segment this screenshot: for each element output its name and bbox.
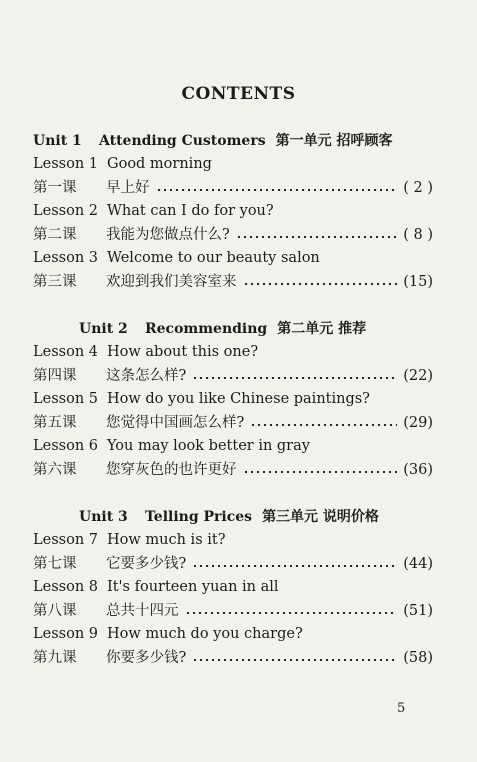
dot-leader <box>243 283 398 285</box>
lesson-label-zh: 第七课 <box>33 556 77 572</box>
dot-leader <box>156 189 398 191</box>
lesson-title-en: Welcome to our beauty salon <box>107 250 320 266</box>
unit-heading <box>33 130 433 152</box>
lesson-label-zh: 第五课 <box>33 415 77 431</box>
lesson-en <box>33 623 433 645</box>
lesson-en <box>33 435 433 457</box>
dot-leader <box>192 659 397 661</box>
page-ref: (44) <box>403 556 433 572</box>
unit-title-zh: 第二单元 推荐 <box>277 321 367 337</box>
lesson-title-zh: 总共十四元 <box>106 603 179 619</box>
dot-leader <box>236 236 397 238</box>
page-ref: (15) <box>403 274 433 290</box>
page-ref: ( 2 ) <box>403 180 433 196</box>
lesson-label-zh: 第六课 <box>33 462 77 478</box>
page-ref: ( 8 ) <box>403 227 433 243</box>
lesson-label: Lesson 6 <box>33 438 98 454</box>
lesson-label: Lesson 7 <box>33 532 98 548</box>
lesson-label-zh: 第二课 <box>33 227 77 243</box>
page-ref: (29) <box>403 415 433 431</box>
lesson-title-zh: 你要多少钱? <box>106 650 187 666</box>
lesson-en <box>33 153 433 175</box>
lesson-zh <box>33 224 433 246</box>
lesson-zh <box>33 177 433 199</box>
unit-title-zh: 第三单元 说明价格 <box>262 509 379 525</box>
lesson-en <box>33 388 433 410</box>
lesson-label: Lesson 3 <box>33 250 98 266</box>
lesson-label: Lesson 5 <box>33 391 98 407</box>
dot-leader <box>250 424 397 426</box>
lesson-zh <box>33 412 433 434</box>
unit-label: Unit 1 <box>33 133 82 149</box>
dot-leader <box>192 377 397 379</box>
lesson-label-zh: 第八课 <box>33 603 77 619</box>
lesson-label: Lesson 4 <box>33 344 98 360</box>
lesson-title-en: What can I do for you? <box>107 203 274 219</box>
dot-leader <box>192 565 397 567</box>
lesson-en <box>33 200 433 222</box>
lesson-en <box>33 247 433 269</box>
unit-title-en: Telling Prices <box>145 509 253 525</box>
lesson-en <box>33 529 433 551</box>
lesson-zh <box>33 365 433 387</box>
lesson-title-zh: 它要多少钱? <box>106 556 187 572</box>
lesson-title-en: It's fourteen yuan in all <box>107 579 279 595</box>
lesson-title-zh: 我能为您做点什么? <box>106 227 230 243</box>
lesson-en <box>33 576 433 598</box>
unit-title-en: Attending Customers <box>99 133 266 149</box>
lesson-zh <box>33 600 433 622</box>
lesson-title-zh: 这条怎么样? <box>106 368 187 384</box>
lesson-title-zh: 您觉得中国画怎么样? <box>106 415 245 431</box>
lesson-title-en: How about this one? <box>107 344 259 360</box>
page-ref: (51) <box>403 603 433 619</box>
lesson-zh <box>33 271 433 293</box>
lesson-title-zh: 您穿灰色的也许更好 <box>106 462 237 478</box>
contents-title: CONTENTS <box>181 84 296 104</box>
lesson-title-en: Good morning <box>107 156 212 172</box>
lesson-title-en: You may look better in gray <box>107 438 310 454</box>
lesson-label: Lesson 9 <box>33 626 98 642</box>
unit-label: Unit 2 <box>79 321 128 337</box>
lesson-label-zh: 第四课 <box>33 368 77 384</box>
page-ref: (58) <box>403 650 433 666</box>
unit-heading <box>33 506 433 528</box>
lesson-title-zh: 欢迎到我们美容室来 <box>106 274 237 290</box>
dot-leader <box>185 612 398 614</box>
lesson-zh <box>33 553 433 575</box>
unit-title-en: Recommending <box>145 321 268 337</box>
lesson-title-en: How much do you charge? <box>107 626 303 642</box>
lesson-title-en: How do you like Chinese paintings? <box>107 391 370 407</box>
unit-title-zh: 第一单元 招呼顾客 <box>275 133 393 149</box>
lesson-label: Lesson 1 <box>33 156 98 172</box>
lesson-label: Lesson 2 <box>33 203 98 219</box>
page-number: 5 <box>397 701 406 716</box>
unit-label: Unit 3 <box>79 509 128 525</box>
lesson-label-zh: 第九课 <box>33 650 77 666</box>
dot-leader <box>243 471 398 473</box>
lesson-title-zh: 早上好 <box>106 180 150 196</box>
unit-heading <box>33 318 433 340</box>
page-ref: (22) <box>403 368 433 384</box>
lesson-title-en: How much is it? <box>107 532 226 548</box>
lesson-en <box>33 341 433 363</box>
lesson-zh <box>33 459 433 481</box>
lesson-label-zh: 第一课 <box>33 180 77 196</box>
lesson-label: Lesson 8 <box>33 579 98 595</box>
lesson-zh <box>33 647 433 669</box>
lesson-label-zh: 第三课 <box>33 274 77 290</box>
page-ref: (36) <box>403 462 433 478</box>
